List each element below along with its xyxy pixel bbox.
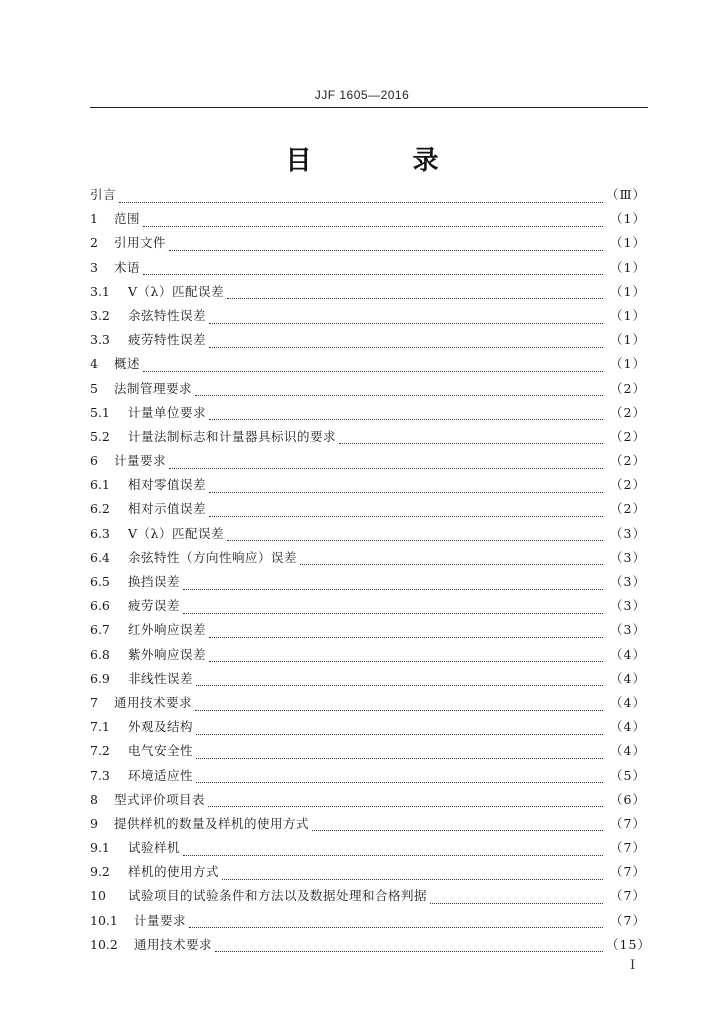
toc-entry-title: 通用技术要求 bbox=[114, 694, 193, 710]
toc-entry[interactable] bbox=[90, 911, 646, 935]
toc-entry-number: 10.2 bbox=[90, 936, 118, 952]
toc-entry[interactable] bbox=[90, 886, 646, 910]
toc-entry-number: 7.2 bbox=[90, 743, 110, 759]
toc-entry[interactable] bbox=[90, 669, 646, 693]
toc-entry-page: （7） bbox=[610, 815, 646, 831]
toc-entry-title: 术语 bbox=[114, 259, 141, 275]
toc-dot-leader bbox=[209, 323, 603, 324]
toc-entry-page: （7） bbox=[610, 888, 646, 904]
toc-entry-title: 计量单位要求 bbox=[128, 404, 207, 420]
toc-entry-page: （1） bbox=[610, 283, 646, 299]
toc-dot-leader bbox=[169, 468, 603, 469]
toc-entry-title: 样机的使用方式 bbox=[128, 864, 220, 880]
toc-dot-leader bbox=[209, 419, 603, 420]
toc-entry[interactable] bbox=[90, 741, 646, 765]
toc-entry[interactable] bbox=[90, 717, 646, 741]
toc-entry[interactable] bbox=[90, 354, 646, 378]
toc-entry[interactable] bbox=[90, 306, 646, 330]
toc-entry-page: （Ⅲ） bbox=[606, 187, 647, 202]
toc-entry-title: 计量要求 bbox=[114, 453, 167, 469]
toc-entry-number: 6.7 bbox=[90, 622, 110, 638]
toc-entry-page: （4） bbox=[610, 694, 646, 710]
toc-dot-leader bbox=[312, 830, 603, 831]
toc-entry-page: （7） bbox=[610, 840, 646, 856]
toc-entry-number: 3 bbox=[90, 259, 98, 275]
toc-entry-title: V（λ）匹配误差 bbox=[128, 525, 224, 541]
toc-entry-number: 2 bbox=[90, 235, 98, 251]
toc-dot-leader bbox=[300, 564, 603, 565]
toc-entry-number: 3.2 bbox=[90, 307, 110, 323]
toc-entry[interactable] bbox=[90, 475, 646, 499]
toc-dot-leader bbox=[195, 710, 603, 711]
toc-dot-leader bbox=[209, 661, 603, 662]
toc-entry-page: （4） bbox=[610, 670, 646, 686]
table-of-contents bbox=[90, 185, 651, 959]
toc-entry-page: （1） bbox=[610, 332, 646, 348]
toc-entry[interactable] bbox=[90, 379, 646, 403]
toc-dot-leader bbox=[227, 540, 603, 541]
toc-entry-number: 6.6 bbox=[90, 598, 110, 614]
toc-entry-title: 型式评价项目表 bbox=[114, 791, 206, 807]
toc-entry[interactable] bbox=[90, 935, 651, 959]
toc-entry[interactable] bbox=[90, 620, 646, 644]
toc-entry-number: 5 bbox=[90, 380, 98, 396]
toc-dot-leader bbox=[196, 734, 603, 735]
toc-dot-leader bbox=[189, 927, 603, 928]
toc-entry-title: 法制管理要求 bbox=[114, 380, 193, 396]
toc-entry[interactable] bbox=[90, 209, 646, 233]
toc-entry-page: （2） bbox=[610, 453, 646, 469]
toc-entry-page: （3） bbox=[610, 574, 646, 589]
toc-entry[interactable] bbox=[90, 693, 646, 717]
toc-entry-title: 计量法制标志和计量器具标识的要求 bbox=[128, 428, 337, 444]
toc-dot-leader bbox=[339, 443, 603, 444]
toc-dot-leader bbox=[209, 637, 603, 638]
toc-entry-number: 1 bbox=[90, 211, 98, 227]
toc-dot-leader bbox=[430, 903, 603, 904]
toc-entry-page: （7） bbox=[610, 864, 646, 880]
toc-dot-leader bbox=[196, 782, 603, 783]
toc-entry-page: （2） bbox=[610, 501, 646, 517]
toc-dot-leader bbox=[209, 516, 603, 517]
toc-entry[interactable] bbox=[90, 258, 646, 282]
toc-dot-leader bbox=[119, 202, 603, 203]
toc-entry-page: （15） bbox=[606, 936, 651, 952]
toc-entry-number: 6.1 bbox=[90, 477, 110, 493]
toc-entry-page: （2） bbox=[610, 380, 646, 396]
toc-entry-number: 7.1 bbox=[90, 719, 110, 735]
toc-dot-leader bbox=[215, 951, 603, 952]
toc-entry-title: V（λ）匹配误差 bbox=[128, 283, 224, 299]
toc-entry-title: 红外响应误差 bbox=[128, 622, 207, 638]
toc-entry-page: （4） bbox=[610, 646, 646, 662]
toc-dot-leader bbox=[169, 250, 603, 251]
toc-entry[interactable] bbox=[90, 282, 646, 306]
toc-entry[interactable] bbox=[90, 185, 646, 209]
toc-entry[interactable] bbox=[90, 814, 646, 838]
toc-entry[interactable] bbox=[90, 548, 646, 572]
toc-dot-leader bbox=[183, 613, 603, 614]
toc-entry-page: （4） bbox=[610, 719, 646, 735]
toc-entry[interactable] bbox=[90, 403, 646, 427]
toc-dot-leader bbox=[208, 806, 603, 807]
toc-entry-page: （2） bbox=[610, 404, 646, 420]
toc-entry-number: 9.2 bbox=[90, 864, 110, 880]
toc-entry-page: （4） bbox=[610, 743, 646, 759]
toc-entry-title: 通用技术要求 bbox=[134, 936, 213, 952]
toc-entry-page: （3） bbox=[610, 525, 646, 541]
toc-entry-page: （1） bbox=[610, 356, 646, 372]
toc-entry-title: 环境适应性 bbox=[128, 767, 194, 783]
toc-entry-page: （3） bbox=[610, 549, 646, 565]
toc-entry[interactable] bbox=[90, 766, 646, 790]
toc-entry-number: 6.4 bbox=[90, 549, 110, 565]
toc-entry[interactable] bbox=[90, 233, 646, 257]
toc-entry-title: 试验项目的试验条件和方法以及数据处理和合格判据 bbox=[128, 888, 428, 904]
toc-entry-number: 10.1 bbox=[90, 912, 118, 928]
toc-entry-title: 引言 bbox=[90, 187, 117, 202]
toc-entry-page: （7） bbox=[610, 912, 646, 928]
toc-entry-page: （1） bbox=[610, 259, 646, 275]
toc-dot-leader bbox=[183, 855, 603, 856]
toc-entry-number: 6.9 bbox=[90, 670, 110, 686]
toc-entry-title: 换挡误差 bbox=[128, 574, 181, 589]
toc-entry[interactable] bbox=[90, 499, 646, 523]
toc-entry[interactable] bbox=[90, 427, 646, 451]
toc-entry-number: 10 bbox=[90, 888, 106, 904]
toc-entry-title: 紫外响应误差 bbox=[128, 646, 207, 662]
toc-entry-title: 试验样机 bbox=[128, 840, 181, 856]
toc-dot-leader bbox=[227, 298, 603, 299]
toc-dot-leader bbox=[209, 347, 603, 348]
toc-entry-number: 3.3 bbox=[90, 332, 110, 348]
toc-entry-title: 提供样机的数量及样机的使用方式 bbox=[114, 815, 310, 831]
toc-entry-number: 5.1 bbox=[90, 404, 110, 420]
toc-entry-number: 6.3 bbox=[90, 525, 110, 541]
toc-entry-number: 6 bbox=[90, 453, 98, 469]
toc-entry-page: （2） bbox=[610, 477, 646, 493]
header-rule bbox=[90, 107, 648, 108]
toc-entry[interactable] bbox=[90, 596, 646, 620]
toc-entry-title: 余弦特性误差 bbox=[128, 307, 207, 323]
toc-dot-leader bbox=[143, 371, 603, 372]
standard-code: JJF 1605—2016 bbox=[314, 88, 410, 102]
toc-entry-number: 9 bbox=[90, 815, 98, 831]
toc-entry-title: 相对示值误差 bbox=[128, 501, 207, 517]
toc-entry-title: 疲劳特性误差 bbox=[128, 332, 207, 348]
toc-entry-title: 外观及结构 bbox=[128, 719, 194, 735]
toc-entry[interactable] bbox=[90, 862, 646, 886]
toc-entry-number: 9.1 bbox=[90, 840, 110, 856]
toc-entry-number: 6.2 bbox=[90, 501, 110, 517]
toc-entry-page: （1） bbox=[610, 307, 646, 323]
toc-dot-leader bbox=[183, 589, 603, 590]
toc-entry-title: 计量要求 bbox=[134, 912, 187, 928]
toc-entry[interactable] bbox=[90, 330, 646, 354]
toc-entry-title: 余弦特性（方向性响应）误差 bbox=[128, 549, 298, 565]
toc-entry-title: 相对零值误差 bbox=[128, 477, 207, 493]
toc-entry-title: 范围 bbox=[114, 211, 141, 227]
toc-entry-number: 6.8 bbox=[90, 646, 110, 662]
toc-dot-leader bbox=[196, 758, 603, 759]
toc-dot-leader bbox=[195, 395, 603, 396]
toc-entry-title: 概述 bbox=[114, 356, 141, 372]
toc-entry-page: （3） bbox=[610, 622, 646, 638]
toc-entry-number: 7.3 bbox=[90, 767, 110, 783]
page-title: 目 录 bbox=[285, 146, 485, 176]
toc-entry-page: （2） bbox=[610, 428, 646, 444]
toc-entry-title: 引用文件 bbox=[114, 235, 167, 251]
page-number: Ⅰ bbox=[630, 958, 636, 973]
toc-entry-number: 7 bbox=[90, 694, 98, 710]
toc-entry-page: （6） bbox=[610, 791, 646, 807]
toc-entry-number: 8 bbox=[90, 791, 98, 807]
toc-entry[interactable] bbox=[90, 451, 646, 475]
toc-entry-number: 6.5 bbox=[90, 574, 110, 589]
toc-entry[interactable] bbox=[90, 572, 646, 596]
toc-dot-leader bbox=[222, 879, 603, 880]
toc-entry-number: 4 bbox=[90, 356, 98, 372]
toc-entry[interactable] bbox=[90, 838, 646, 862]
toc-entry[interactable] bbox=[90, 645, 646, 669]
toc-entry-number: 5.2 bbox=[90, 428, 110, 444]
toc-entry-title: 非线性误差 bbox=[128, 670, 194, 686]
toc-entry-page: （1） bbox=[610, 211, 646, 227]
toc-entry-page: （1） bbox=[610, 235, 646, 251]
toc-entry-title: 电气安全性 bbox=[128, 743, 194, 759]
toc-dot-leader bbox=[209, 492, 603, 493]
toc-entry-page: （3） bbox=[610, 598, 646, 614]
toc-entry-page: （5） bbox=[610, 767, 646, 783]
toc-entry[interactable] bbox=[90, 524, 646, 548]
toc-entry-title: 疲劳误差 bbox=[128, 598, 181, 614]
toc-dot-leader bbox=[143, 226, 603, 227]
toc-entry[interactable] bbox=[90, 790, 646, 814]
toc-entry-number: 3.1 bbox=[90, 283, 110, 299]
toc-dot-leader bbox=[196, 685, 603, 686]
toc-dot-leader bbox=[143, 274, 603, 275]
